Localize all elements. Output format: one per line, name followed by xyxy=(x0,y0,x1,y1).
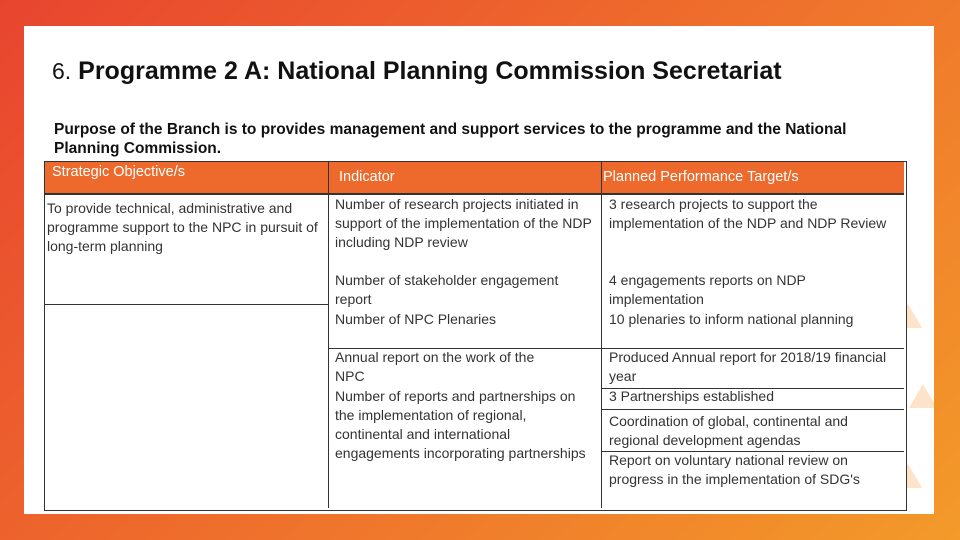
indicator-cell: Annual report on the work of the NPC xyxy=(335,349,535,384)
purpose-statement: Purpose of the Branch is to provides management and support services to the programme and the National Planning Commission. xyxy=(54,121,847,157)
slide-title xyxy=(52,57,782,86)
indicator-cell: Number of reports and partnerships on the implementation of regional, continental and international engagements incorporating partnerships xyxy=(335,388,586,461)
indicator-cell: Number of NPC Plenaries xyxy=(335,311,497,327)
target-cell: 4 engagements reports on NDP implementation xyxy=(609,272,806,307)
performance-table xyxy=(44,161,907,511)
row-divider xyxy=(45,304,328,305)
title-number: 6. xyxy=(52,58,72,84)
header-indicator: Indicator xyxy=(339,169,395,185)
target-cell: 3 Partnerships established xyxy=(609,388,774,404)
target-cell: Produced Annual report for 2018/19 financial year xyxy=(609,349,887,384)
target-cell: Report on voluntary national review on progress in the implementation of SDG's xyxy=(609,452,860,487)
header-strategic-objective: Strategic Objective/s xyxy=(52,164,185,180)
target-cell: 3 research projects to support the implementation of the NDP and NDP Review xyxy=(609,196,887,231)
title-text: Programme 2 A: National Planning Commission Secretariat xyxy=(78,57,782,85)
row-divider xyxy=(601,409,904,410)
column-divider xyxy=(328,162,329,508)
table-header-row xyxy=(45,162,904,195)
indicator-cell: Number of research projects initiated in support of the implementation of the NDP including NDP review xyxy=(335,196,592,250)
header-target: Planned Performance Target/s xyxy=(603,169,799,185)
target-cell: 10 plenaries to inform national planning xyxy=(609,311,854,327)
column-divider xyxy=(601,162,602,508)
strategic-objective-cell: To provide technical, administrative and programme support to the NPC in pursuit of long-term planning xyxy=(47,200,318,254)
target-cell: Coordination of global, continental and regional development agendas xyxy=(609,413,848,448)
indicator-cell: Number of stakeholder engagement report xyxy=(335,272,559,307)
